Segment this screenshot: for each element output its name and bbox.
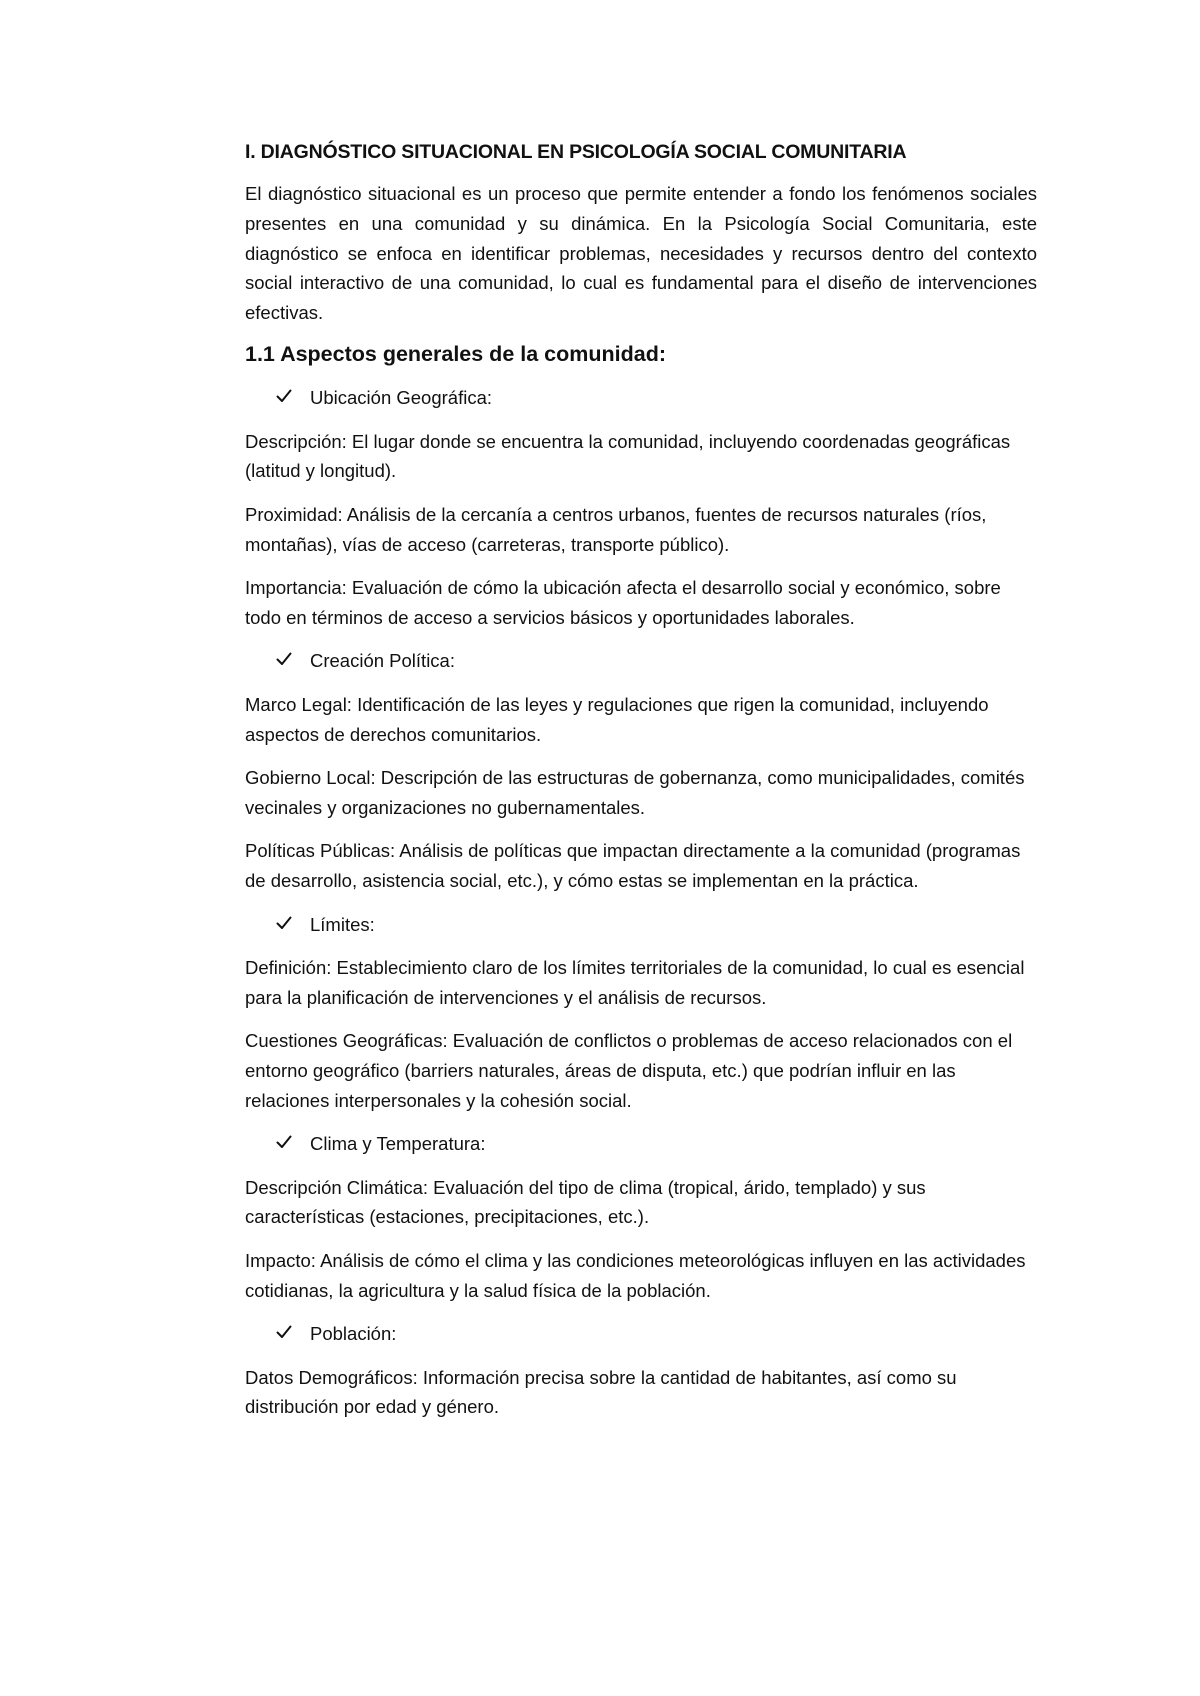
detail-term: Marco Legal: <box>245 694 352 715</box>
detail-term: Gobierno Local: <box>245 767 376 789</box>
detail-paragraph <box>245 1363 1037 1422</box>
detail-paragraph <box>245 1026 1037 1115</box>
detail-paragraph <box>245 500 1037 559</box>
detail-paragraph <box>245 836 1037 895</box>
detail-text: Establecimiento claro de los límites territoriales de la comunidad, lo cual es esencial para la planificación de intervenciones y el análisis de recursos. <box>245 957 1025 1008</box>
detail-text: Análisis de cómo el clima y las condiciones meteorológicas influyen en las actividades cotidianas, la agricultura y la salud física de la población. <box>245 1249 1026 1301</box>
detail-text: Información precisa sobre la cantidad de habitantes, así como su distribución por edad y género. <box>245 1366 957 1418</box>
checkmark-icon <box>276 383 300 413</box>
intro-paragraph: El diagnóstico situacional es un proceso que permite entender a fondo los fenómenos sociales presentes en una comunidad y su dinámica. En la Psicología Social Comunitaria, este diagnóstico se enfoca en identificar problemas, necesidades y recursos dentro del contexto social interactivo de una comunidad, lo cual es fundamental para el diseño de intervenciones efectivas. <box>245 183 1037 323</box>
checklist-label: Clima y Temperatura: <box>310 1133 486 1155</box>
checkmark-icon <box>276 1319 300 1349</box>
detail-text: Evaluación de cómo la ubicación afecta el desarrollo social y económico, sobre todo en términos de acceso a servicios básicos y oportunidades laborales. <box>245 577 1001 628</box>
checkmark-icon <box>276 1129 300 1159</box>
detail-text: Análisis de la cercanía a centros urbanos, fuentes de recursos naturales (ríos, montañas), vías de acceso (carreteras, transporte público). <box>245 504 987 555</box>
detail-paragraph <box>245 1173 1037 1232</box>
detail-term: Cuestiones Geográficas: <box>245 1030 448 1052</box>
section-heading: 1.1 Aspectos generales de la comunidad: <box>245 342 666 367</box>
sections-container <box>245 383 1037 1422</box>
checkmark-icon <box>276 910 300 940</box>
checklist-item <box>276 383 1037 413</box>
detail-paragraph <box>245 953 1037 1012</box>
detail-text: Descripción de las estructuras de gobernanza, como municipalidades, comités vecinales y organizaciones no gubernamentales. <box>245 767 1025 818</box>
detail-term: Importancia: <box>245 577 347 599</box>
checkmark-icon <box>276 646 300 676</box>
checklist-item <box>276 646 1037 676</box>
checklist-item <box>276 910 1037 940</box>
detail-term: Descripción Climática: <box>245 1176 428 1198</box>
checklist-label: Creación Política: <box>310 650 455 672</box>
detail-term: Proximidad: <box>245 504 343 526</box>
document-title: I. DIAGNÓSTICO SITUACIONAL EN PSICOLOGÍA SOCIAL COMUNITARIA <box>245 141 907 163</box>
checklist-label: Límites: <box>310 913 375 935</box>
detail-text: Evaluación del tipo de clima (tropical, árido, templado) y sus características (estaciones, precipitaciones, etc.). <box>245 1176 926 1228</box>
detail-text: Identificación de las leyes y regulaciones que rigen la comunidad, incluyendo aspectos de derechos comunitarios. <box>245 694 989 745</box>
checklist-item <box>276 1129 1037 1159</box>
checklist-item <box>276 1319 1037 1349</box>
checklist-label: Ubicación Geográfica: <box>310 387 493 409</box>
document-page <box>245 140 1037 1436</box>
detail-paragraph <box>245 763 1037 822</box>
detail-paragraph <box>245 1246 1037 1305</box>
checklist-label: Población: <box>310 1323 397 1345</box>
detail-term: Definición: <box>245 957 332 979</box>
detail-paragraph <box>245 427 1037 486</box>
detail-term: Políticas Públicas: <box>245 840 396 862</box>
detail-term: Descripción: <box>245 430 347 452</box>
detail-term: Impacto: <box>245 1249 316 1271</box>
detail-text: El lugar donde se encuentra la comunidad, incluyendo coordenadas geográficas (latitud y longitud). <box>245 430 1011 482</box>
detail-text: Análisis de políticas que impactan directamente a la comunidad (programas de desarrollo, asistencia social, etc.), y cómo estas se implementan en la práctica. <box>245 840 1021 891</box>
detail-paragraph <box>245 690 1037 749</box>
detail-text: Evaluación de conflictos o problemas de acceso relacionados con el entorno geográfico (barriers naturales, áreas de disputa, etc.) que podrían influir en las relaciones interpersonales y la cohesión social. <box>245 1030 1013 1111</box>
detail-term: Datos Demográficos: <box>245 1366 418 1388</box>
detail-paragraph <box>245 573 1037 632</box>
